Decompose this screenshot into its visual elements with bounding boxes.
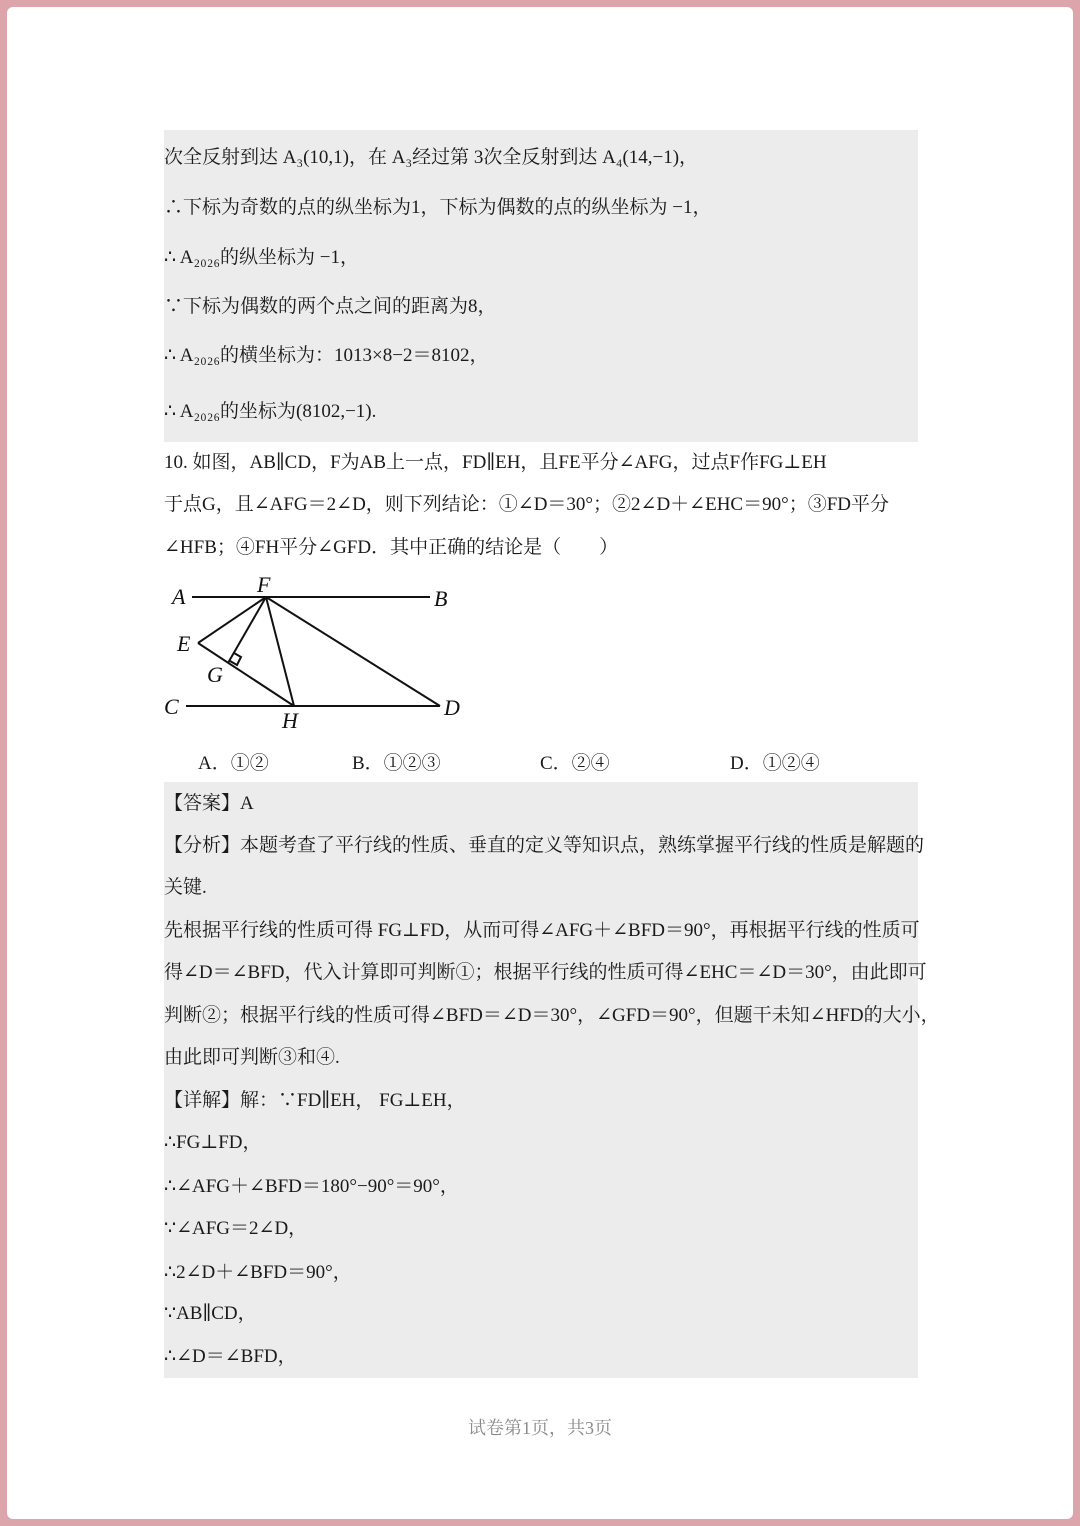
detail-line: ∵AB∥CD， [164,1303,257,1324]
solution-prev-line: ∴ A₂₀₂₆的坐标为(8102,−1). [164,401,377,422]
solution-prev-line: 次全反射到达 A₃(10,1)，在 A₃经过第 3次全反射到达 A₄(14,−1)， [164,147,699,168]
label-h: H [282,708,298,733]
question-line: ∠HFB；④FH平分∠GFD．其中正确的结论是（ ） [164,537,619,558]
answer-line: 【答案】A [164,793,254,814]
analysis-line: 由此即可判断③和④. [164,1047,340,1068]
solution-prev-line: ∴下标为奇数的点的纵坐标为1，下标为偶数的点的纵坐标为 −1， [164,197,712,218]
detail-line: ∴∠AFG＋∠BFD＝180°−90°＝90°， [164,1176,459,1197]
analysis-line: 关键. [164,877,207,898]
label-d: D [444,695,460,720]
analysis-line: 得∠D＝∠BFD，代入计算即可判断①；根据平行线的性质可得∠EHC＝∠D＝30°，由此即可 [164,962,927,983]
solution-prev-line: ∵下标为偶数的两个点之间的距离为8， [164,296,497,317]
label-g: G [207,662,223,687]
answer-choices [0,748,1080,776]
detail-line: ∴2∠D＋∠BFD＝90°， [164,1262,352,1283]
choice-a: A．①② [198,753,269,774]
question-line: 于点G，且∠AFG＝2∠D，则下列结论：①∠D＝30°；②2∠D＋∠EHC＝90°；③FD平分 [164,494,889,515]
analysis-line: 判断②；根据平行线的性质可得∠BFD＝∠D＝30°，∠GFD＝90°，但题干未知∠HFD的大小， [164,1005,940,1026]
label-a: A [172,584,186,609]
detail-line: ∴FG⊥FD， [164,1132,262,1153]
label-e: E [177,631,191,656]
choice-c: C．②④ [540,753,610,774]
solution-prev-line: ∴ A₂₀₂₆的横坐标为：1013×8−2＝8102， [164,345,489,366]
analysis-line: 先根据平行线的性质可得 FG⊥FD，从而可得∠AFG＋∠BFD＝90°，再根据平行线的性质可 [164,920,920,941]
label-c: C [164,694,179,719]
detail-line: 【详解】解：∵FD∥EH， FG⊥EH， [164,1090,466,1111]
solution-prev-line: ∴ A₂₀₂₆的纵坐标为 −1， [164,247,359,268]
choice-b: B．①②③ [352,753,441,774]
page-footer: 试卷第1页，共3页 [468,1418,612,1438]
detail-line: ∵∠AFG＝2∠D， [164,1218,308,1239]
detail-line: ∴∠D＝∠BFD， [164,1346,297,1367]
question-line: 10. 如图，AB∥CD，F为AB上一点，FD∥EH，且FE平分∠AFG，过点F作FG⊥EH [164,452,827,473]
segment-fd [266,597,440,706]
segment-fg [228,597,266,663]
choice-d: D．①②④ [730,753,820,774]
label-b: B [434,586,448,611]
geometry-figure [160,572,480,742]
segment-fe [198,597,266,643]
solution-prev-shade [164,130,918,442]
analysis-line: 【分析】本题考查了平行线的性质、垂直的定义等知识点，熟练掌握平行线的性质是解题的 [164,835,925,856]
label-f: F [257,572,271,597]
answer-shade [164,782,918,1378]
